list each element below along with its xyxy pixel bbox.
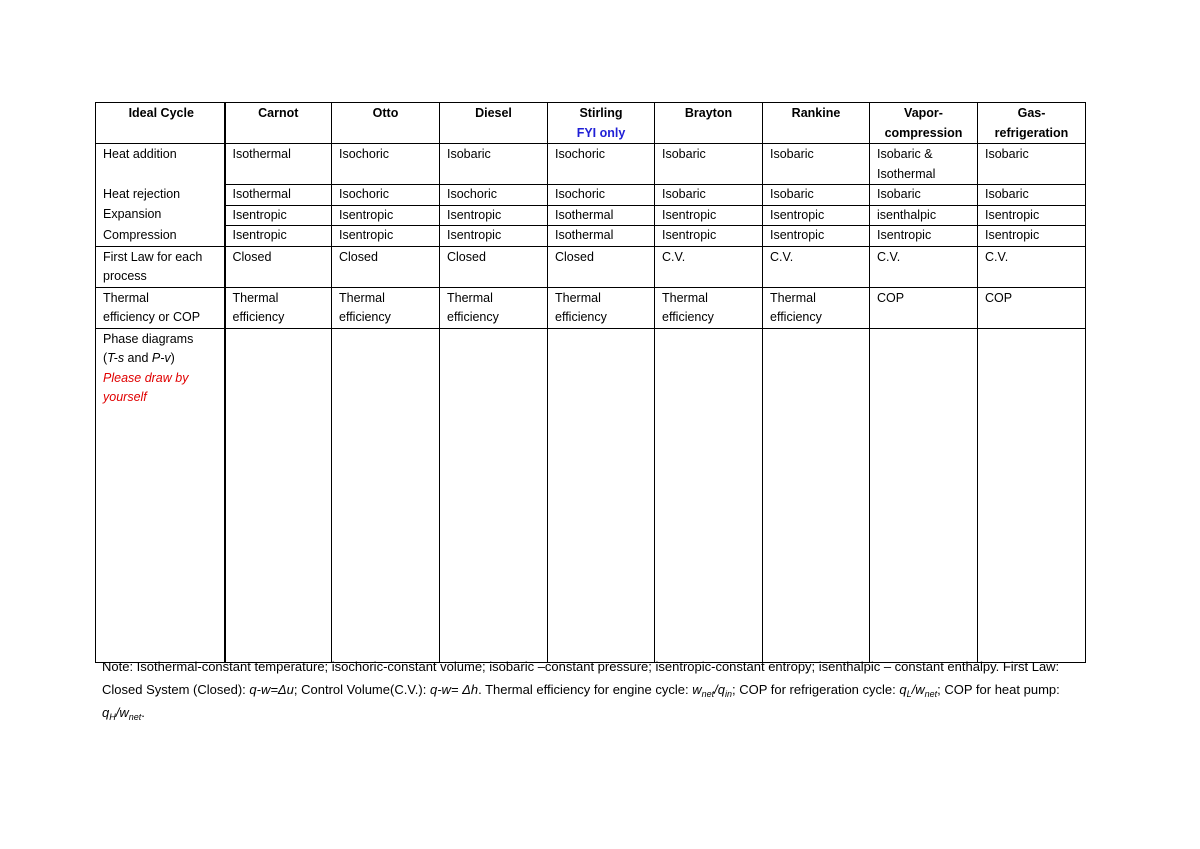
diagram-cell	[978, 328, 1086, 662]
table-cell: Isentropic	[870, 226, 978, 247]
table-cell: COP	[870, 287, 978, 328]
header-otto: Otto	[332, 103, 440, 144]
header-vapor-compression: Vapor- compression	[870, 103, 978, 144]
table-cell: Isobaric	[870, 185, 978, 206]
table-cell: Isentropic	[978, 226, 1086, 247]
row-label: Heat rejection	[96, 185, 225, 206]
table-cell: Isothermal	[548, 205, 655, 226]
header-carnot: Carnot	[225, 103, 332, 144]
draw-instruction: Please draw by	[103, 370, 189, 385]
table-cell: Thermal efficiency	[548, 287, 655, 328]
diagram-cell	[332, 328, 440, 662]
header-row	[96, 103, 1086, 144]
table-cell: Isentropic	[332, 226, 440, 247]
diagram-cell	[655, 328, 763, 662]
table-cell: Isobaric	[440, 144, 548, 185]
table-cell: C.V.	[655, 246, 763, 287]
row-efficiency	[96, 287, 1086, 328]
table-cell: C.V.	[978, 246, 1086, 287]
table-cell: Isobaric	[763, 185, 870, 206]
header-diesel: Diesel	[440, 103, 548, 144]
table-cell: Isothermal	[548, 226, 655, 247]
row-compression	[96, 226, 1086, 247]
header-gas-refrigeration: Gas- refrigeration	[978, 103, 1086, 144]
table-cell: Isentropic	[225, 226, 332, 247]
row-label: Heat addition	[96, 144, 225, 185]
row-heat-rejection	[96, 185, 1086, 206]
row-label: Compression	[96, 226, 225, 247]
table-cell: Isentropic	[978, 205, 1086, 226]
table-cell: Isentropic	[440, 205, 548, 226]
table-cell: Isentropic	[332, 205, 440, 226]
diagram-cell	[548, 328, 655, 662]
table-cell: Isothermal	[225, 144, 332, 185]
diagram-cell	[763, 328, 870, 662]
table-cell: C.V.	[870, 246, 978, 287]
table-cell: Isobaric	[978, 144, 1086, 185]
table-cell: Isobaric	[978, 185, 1086, 206]
table-cell: isenthalpic	[870, 205, 978, 226]
table-cell: Thermal efficiency	[655, 287, 763, 328]
row-label: Thermal efficiency or COP	[96, 287, 225, 328]
table-cell: Isochoric	[548, 144, 655, 185]
row-label: First Law for each process	[96, 246, 225, 287]
table-cell: Isochoric	[332, 144, 440, 185]
table-cell: Isentropic	[655, 205, 763, 226]
table-cell: C.V.	[763, 246, 870, 287]
table-cell: Closed	[225, 246, 332, 287]
table-cell: COP	[978, 287, 1086, 328]
table-cell: Thermal efficiency	[763, 287, 870, 328]
table-cell: Thermal efficiency	[225, 287, 332, 328]
table-cell: Thermal efficiency	[332, 287, 440, 328]
table-cell: Isothermal	[225, 185, 332, 206]
header-rankine: Rankine	[763, 103, 870, 144]
table-cell: Isobaric	[763, 144, 870, 185]
diagram-cell	[870, 328, 978, 662]
footnote: Note: Isothermal-constant temperature; isochoric-constant volume; isobaric –constant pressure; isentropic-constant entropy; isenthalpic – constant enthalpy. First Law: Closed System (Closed): q-w=Δu; Control Volume(C.V.): q-w= Δh. Thermal efficiency for engine cycle: $w_{net}/q_{in}$; COP for refrigeration cycle: $q_L/w_{net}$; COP for heat pump: $q_H/w_{net}$.	[102, 659, 1060, 722]
table-cell: Isochoric	[548, 185, 655, 206]
table-cell: Isochoric	[440, 185, 548, 206]
diagram-cell	[225, 328, 332, 662]
header-stirling: Stirling FYI only	[548, 103, 655, 144]
header-brayton: Brayton	[655, 103, 763, 144]
table-cell: Isentropic	[763, 205, 870, 226]
row-first-law	[96, 246, 1086, 287]
table-cell: Isobaric & Isothermal	[870, 144, 978, 185]
table-cell: Isentropic	[440, 226, 548, 247]
table-cell: Isobaric	[655, 144, 763, 185]
row-expansion	[96, 205, 1086, 226]
row-heat-addition	[96, 144, 1086, 185]
row-label: Expansion	[96, 205, 225, 226]
table-cell: Closed	[332, 246, 440, 287]
table-cell: Closed	[548, 246, 655, 287]
table-cell: Isentropic	[763, 226, 870, 247]
header-ideal-cycle: Ideal Cycle	[96, 103, 225, 144]
fyi-only-note: FYI only	[576, 125, 626, 140]
diagram-cell	[440, 328, 548, 662]
table-cell: Isentropic	[225, 205, 332, 226]
table-cell: Closed	[440, 246, 548, 287]
table-cell: Thermal efficiency	[440, 287, 548, 328]
ideal-cycles-table	[95, 102, 1086, 663]
table-cell: Isentropic	[655, 226, 763, 247]
table-cell: Isochoric	[332, 185, 440, 206]
row-label: Phase diagrams (T-s and P-v) Please draw by yourself	[96, 328, 225, 662]
row-phase-diagrams	[96, 328, 1086, 662]
table-cell: Isobaric	[655, 185, 763, 206]
draw-instruction: yourself	[103, 390, 147, 404]
